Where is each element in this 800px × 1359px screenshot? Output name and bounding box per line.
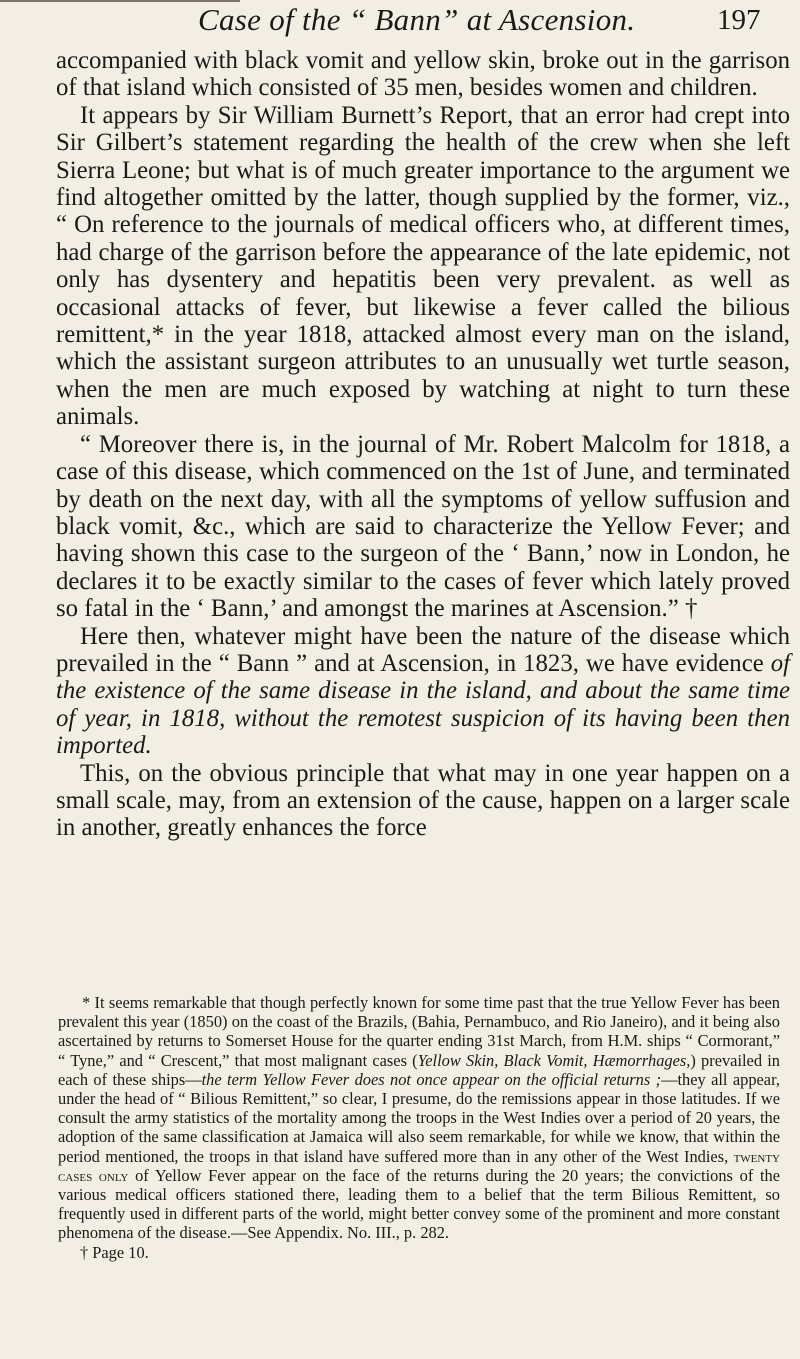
paragraph-4: [56, 623, 790, 760]
footnote-1-part-d: of Yellow Fever appear on the face of the returns during the 20 years; the convictions of the various medical officers stationed there, leading them to a belief that the term Bilious Remittent, so frequently used in different parts of the world, might better convey some of the prominent and more constant phenomena of the disease.—See Appendix. No. III., p. 282.: [58, 1165, 780, 1243]
running-title-prefix: Case of the: [198, 2, 341, 37]
page-number: 197: [717, 4, 761, 36]
paragraph-3: “ Moreover there is, in the journal of Mr. Robert Malcolm for 1818, a case of this disease, which commenced on the 1st of June, and terminated by death on the next day, with all the symptoms of yellow suffusion and black vomit, &c., which are said to characterize the Yellow Fever; and having shown this case to the surgeon of the ‘ Bann,’ now in London, he declares it to be exactly similar to the cases of fever which lately proved so fatal in the ‘ Bann,’ and amongst the marines at Ascension.” †: [56, 430, 790, 623]
footnotes: [58, 993, 780, 1262]
footnote-1-italic-b: the term Yellow Fever does not once appear on the official returns ;: [201, 1069, 662, 1089]
footnote-1-part-a: * It seems remarkable that though perfectly known for some time past that the true Yellow Fever has been prevalent this year (1850) on the coast of the Brazils, (Bahia, Pernambuco, and Rio Janeiro), and it being also ascertained by returns to Somerset House for the quarter ending 31st March, from H.M. ships “ Cormorant,” “ Tyne,” and “ Crescent,” that most malignant cases (: [58, 993, 780, 1070]
running-title-suffix: at Ascension.: [466, 2, 636, 37]
paragraph-1: accompanied with black vomit and yellow skin, broke out in the garrison of that island which consisted of 35 men, besides women and children.: [56, 47, 790, 102]
footnote-1-part-b: ) prevailed in each of these ships—: [58, 1050, 781, 1089]
paragraph-4-italic: of the existence of the same disease in the island, and about the same time of year, in 1818, without the remotest suspicion of its having been then imported.: [56, 649, 790, 760]
running-title: [198, 2, 635, 38]
paragraph-4-text: Here then, whatever might have been the nature of the disease which prevailed in the “ Bann ” and at Ascension, in 1823, we have evidence: [56, 622, 790, 677]
footnote-dagger: † Page 10.: [80, 1242, 149, 1262]
footnote-1-part-c: —they all appear, under the head of “ Bilious Remittent,” so clear, I presume, do the remissions appear in those latitudes. If we consult the army statistics of the mortality among the troops in the West Indies over a period of 20 years, the adoption of the same classification at Jamaica will also seem remarkable, for while we know, that within the period mentioned, the troops in that island have suffered more than in any other of the West Indies,: [58, 1069, 780, 1166]
paragraph-5: This, on the obvious principle that what may in one year happen on a small scale, may, from an extension of the cause, happen on a larger scale in another, greatly enhances the force: [56, 759, 790, 842]
running-title-quote: “ Bann”: [348, 2, 459, 37]
footnote-1-small-caps: twenty cases only: [58, 1146, 780, 1185]
footnote-asterisk: [58, 993, 780, 1243]
paragraph-2: It appears by Sir William Burnett’s Report, that an error had crept into Sir Gilbert’s statement regarding the health of the crew when she left Sierra Leone; but what is of much greater importance to the argument we find altogether omitted by the latter, though supplied by the former, viz., “ On reference to the journals of medical officers who, at different times, had charge of the garrison before the appearance of the late epidemic, not only has dysentery and hepatitis been very prevalent. as well as occasional attacks of fever, but likewise a fever called the bilious remittent,* in the year 1818, attacked almost every man on the island, which the assistant surgeon attributes to an unusually wet turtle season, when the men are much exposed by watching at night to turn these animals.: [56, 101, 790, 431]
main-text: [56, 47, 790, 842]
footnote-1-italic-a: Yellow Skin, Black Vomit, Hæmorrhages,: [417, 1050, 691, 1070]
page-header: [0, 0, 800, 36]
